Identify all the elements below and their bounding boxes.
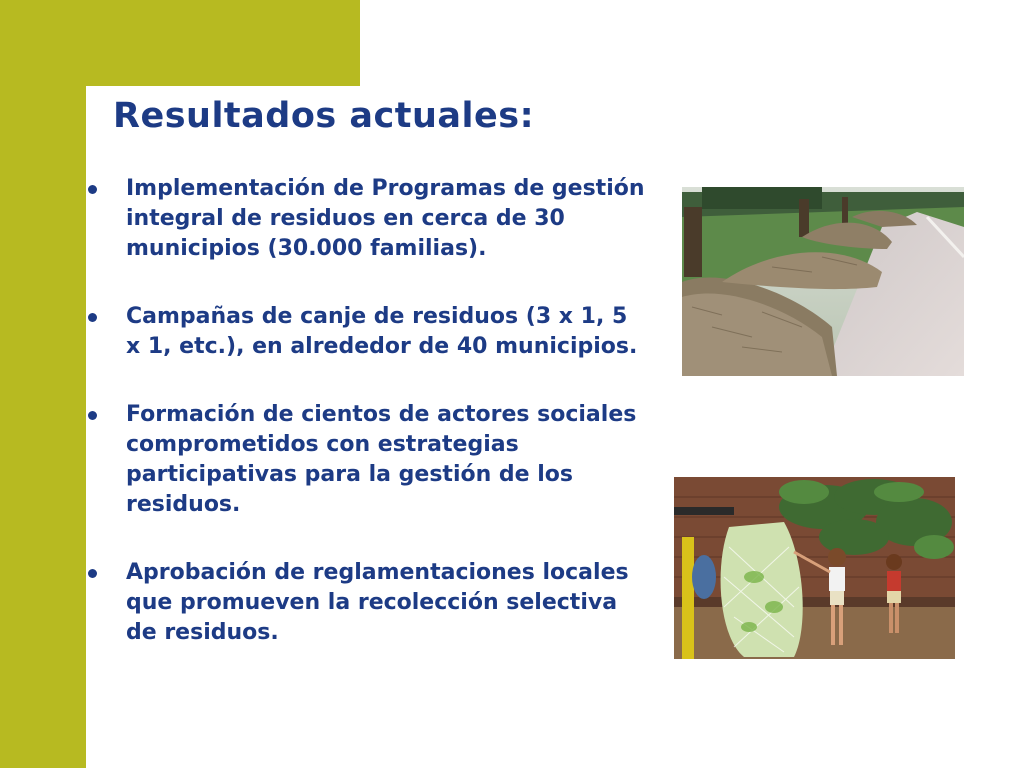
slide-title: Resultados actuales:: [113, 96, 535, 136]
children-recycling-photo: [674, 477, 955, 659]
accent-bar-left: [0, 0, 86, 768]
bullet-item: [88, 302, 648, 362]
children-recycling-illustration: [674, 477, 955, 659]
compost-piles-illustration: [682, 187, 964, 376]
bullet-item: [88, 400, 648, 520]
bullet-dot-icon: [88, 313, 97, 322]
bullet-text: Implementación de Programas de gestión integral de residuos en cerca de 30 municipios (30.000 familias).: [126, 176, 645, 261]
bullet-list: [88, 174, 648, 686]
bullet-text: Campañas de canje de residuos (3 x 1, 5 x 1, etc.), en alrededor de 40 municipios.: [126, 304, 638, 359]
accent-bar-top: [0, 0, 360, 86]
bullet-text: Aprobación de reglamentaciones locales que promueven la recolección selectiva de residuos.: [126, 560, 629, 645]
bullet-item: [88, 174, 648, 264]
bullet-dot-icon: [88, 569, 97, 578]
bullet-text: Formación de cientos de actores sociales comprometidos con estrategias participativas para la gestión de los residuos.: [126, 402, 637, 517]
bullet-dot-icon: [88, 185, 97, 194]
compost-piles-photo: [682, 187, 964, 376]
bullet-item: [88, 558, 648, 648]
bullet-dot-icon: [88, 411, 97, 420]
